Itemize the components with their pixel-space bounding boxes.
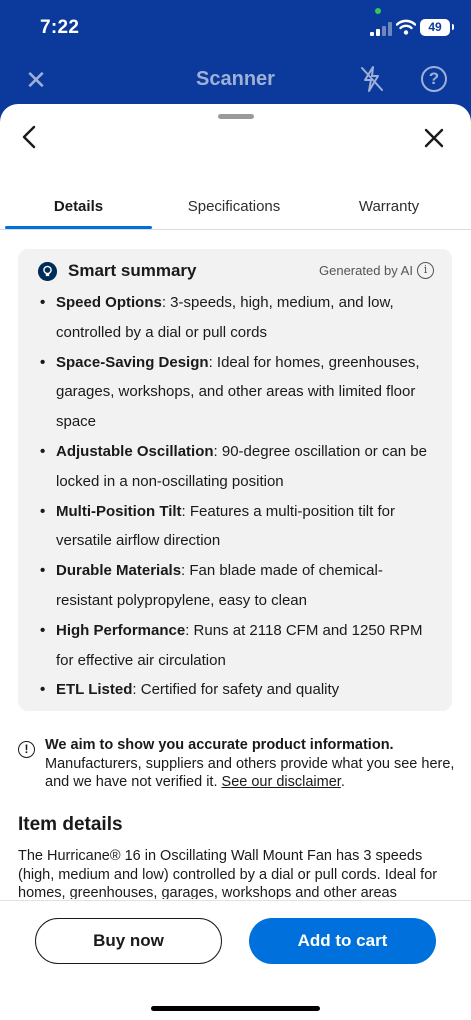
list-item: [38, 616, 438, 676]
status-time: 7:22: [40, 17, 80, 38]
active-tab-indicator: [5, 226, 152, 229]
buy-now-button[interactable]: Buy now: [35, 918, 222, 964]
add-to-cart-button[interactable]: Add to cart: [249, 918, 436, 964]
generated-by-ai-label: Generated by AI: [319, 263, 413, 278]
flash-off-icon[interactable]: [358, 64, 386, 94]
privacy-indicator-dot: [375, 8, 381, 14]
bullet-title: Space-Saving Design: [56, 353, 209, 371]
bullet-text: : Features a multi-position tilt for versatile airflow direction: [56, 502, 395, 550]
list-item: [38, 437, 438, 497]
tab-specifications[interactable]: Specifications: [187, 198, 281, 215]
scanner-close-icon[interactable]: ✕: [25, 65, 47, 95]
bottom-action-bar: [0, 900, 471, 1020]
smart-summary-card: [18, 249, 452, 711]
status-bar: [0, 0, 471, 58]
product-details-sheet: [0, 104, 471, 1020]
battery-icon: 49: [420, 19, 450, 36]
summary-list: [38, 288, 438, 705]
item-details-title: Item details: [18, 814, 123, 835]
bullet-text: : 3-speeds, high, medium, and low, controlled by a dial or pull cords: [56, 294, 394, 341]
bullet-title: Durable Materials: [56, 562, 182, 580]
bullet-text: : Fan blade made of chemical-resistant polypropylene, easy to clean: [56, 562, 383, 609]
notice-heading: We aim to show you accurate product information.: [45, 737, 394, 753]
smart-summary-title: Smart summary: [68, 261, 197, 280]
list-item: [38, 556, 438, 616]
tab-warranty[interactable]: Warranty: [358, 198, 420, 215]
list-item: [38, 675, 438, 705]
bullet-title: Adjustable Oscillation: [56, 442, 214, 460]
home-indicator: [151, 1006, 320, 1011]
bullet-title: Speed Options: [56, 294, 162, 311]
bullet-title: High Performance: [56, 621, 186, 639]
list-item: [38, 497, 438, 557]
cellular-signal-icon: [370, 22, 392, 36]
bullet-text: : 90-degree oscillation or can be locked in a non-oscillating position: [56, 442, 427, 490]
lightbulb-icon: [38, 262, 57, 281]
notice-end: .: [340, 774, 345, 790]
list-item: [38, 288, 438, 348]
sheet-grabber[interactable]: [218, 114, 254, 119]
list-item: [38, 348, 438, 437]
item-details-text: The Hurricane® 16 in Oscillating Wall Mount Fan has 3 speeds (high, medium and low) controlled by a dial or pull cords. Ideal for homes, greenhouses, garages, workshops and other areas: [18, 848, 438, 899]
back-chevron-icon[interactable]: [16, 122, 44, 152]
notice-text: [45, 736, 455, 792]
disclaimer-link[interactable]: See our disclaimer: [221, 774, 341, 790]
bullet-text: : Ideal for homes, greenhouses, garages, workshops, and other areas with limited floor space: [56, 353, 420, 431]
tab-bar: [0, 184, 471, 230]
alert-icon: !: [18, 741, 35, 758]
bullet-title: Multi-Position Tilt: [56, 502, 182, 520]
scanner-title: Scanner: [196, 68, 275, 90]
notice-body: Manufacturers, suppliers and others provide what you see here, and we have not verified it.: [45, 755, 455, 790]
tab-details[interactable]: Details: [53, 198, 104, 215]
bullet-text: : Runs at 2118 CFM and 1250 RPM for effective air circulation: [56, 621, 423, 669]
info-icon[interactable]: i: [417, 262, 434, 279]
scanner-header: [0, 58, 471, 104]
bullet-text: : Certified for safety and quality: [132, 681, 340, 699]
bullet-title: ETL Listed: [56, 681, 133, 699]
close-icon[interactable]: [420, 124, 448, 152]
help-icon[interactable]: ?: [421, 66, 447, 92]
wifi-icon: [396, 19, 416, 35]
